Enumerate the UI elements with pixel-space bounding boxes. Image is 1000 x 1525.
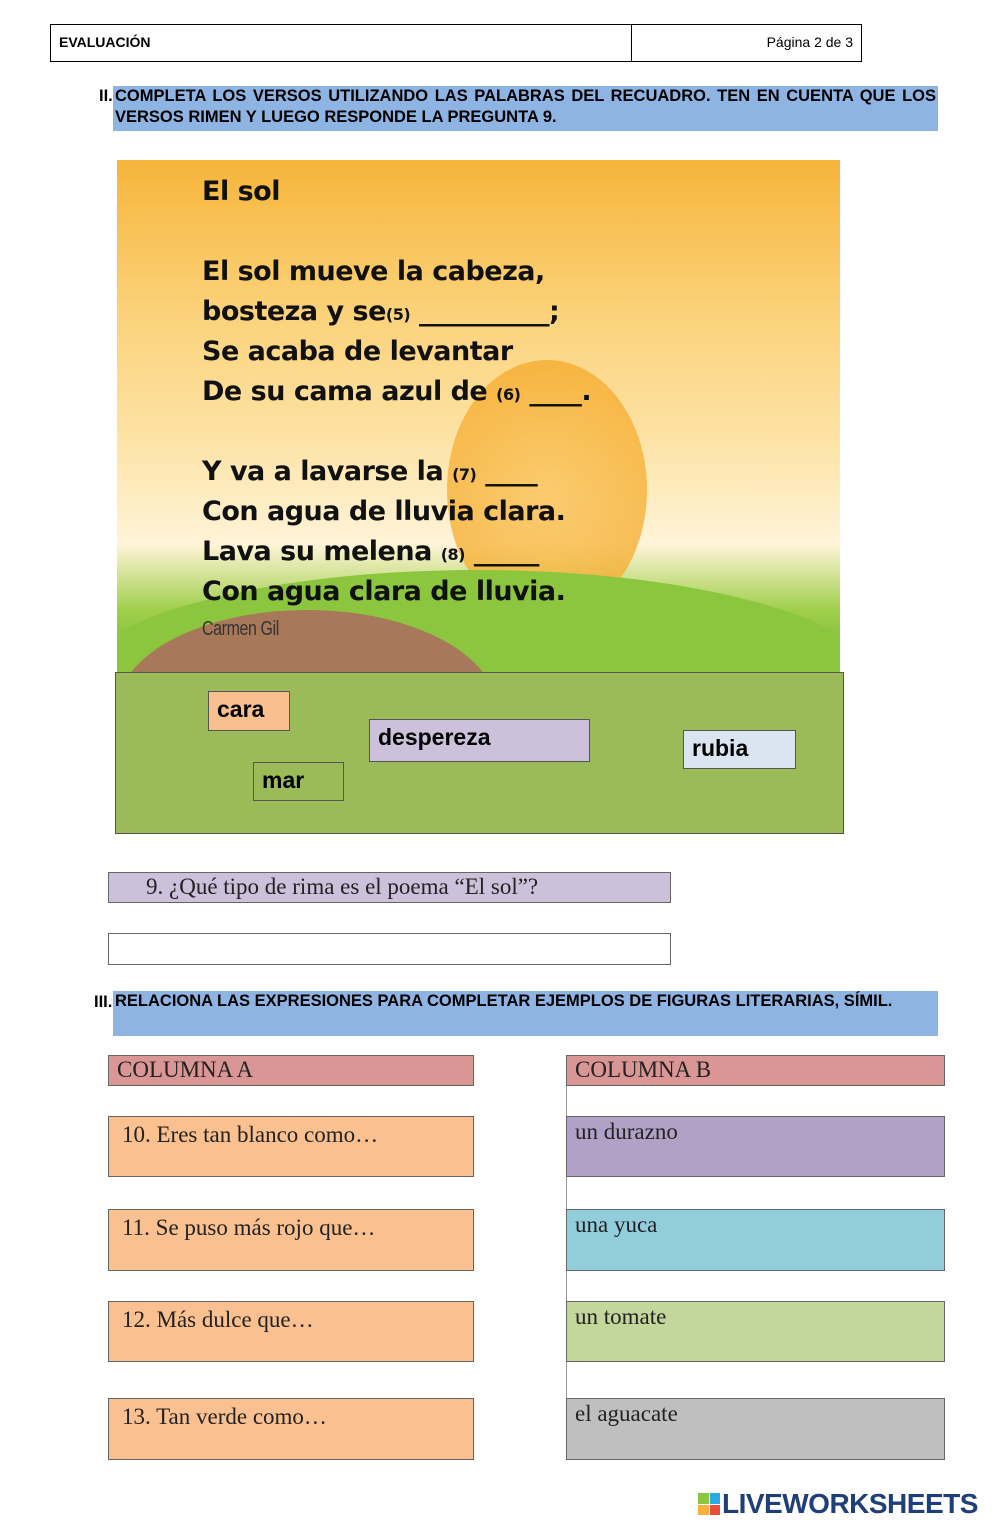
liveworksheets-logo-icon bbox=[698, 1493, 720, 1515]
section-3-instructions: RELACIONA LAS EXPRESIONES PARA COMPLETAR EJEMPLOS DE FIGURAS LITERARIAS, SÍMIL. bbox=[113, 991, 938, 1036]
column-b-item[interactable]: el aguacate bbox=[566, 1398, 945, 1460]
header-title: EVALUACIÓN bbox=[50, 24, 632, 62]
column-b-header: COLUMNA B bbox=[566, 1055, 945, 1086]
poem-line: bosteza y se(5) __________; bbox=[202, 296, 560, 327]
poem-author: Carmen Gil bbox=[202, 618, 279, 640]
section-3-number: III. bbox=[94, 993, 113, 1011]
column-a-item[interactable]: 12. Más dulce que… bbox=[108, 1301, 474, 1362]
poem-line: Lava su melena (8) _____ bbox=[202, 536, 539, 567]
poem-line: De su cama azul de (6) ____. bbox=[202, 376, 592, 407]
question-9-answer-input[interactable] bbox=[108, 933, 671, 965]
column-b-item[interactable]: un tomate bbox=[566, 1301, 945, 1362]
word-despereza[interactable]: despereza bbox=[369, 719, 590, 762]
page-number: Página 2 de 3 bbox=[631, 24, 862, 62]
column-a-item[interactable]: 13. Tan verde como… bbox=[108, 1398, 474, 1460]
word-cara[interactable]: cara bbox=[208, 691, 290, 731]
column-a-item[interactable]: 11. Se puso más rojo que… bbox=[108, 1209, 474, 1271]
question-9: 9. ¿Qué tipo de rima es el poema “El sol”? bbox=[108, 872, 671, 903]
liveworksheets-logo: LIVEWORKSHEETS bbox=[722, 1488, 978, 1519]
poem-line: Con agua de lluvia clara. bbox=[202, 496, 566, 527]
word-rubia[interactable]: rubia bbox=[683, 730, 796, 769]
section-2-instructions: COMPLETA LOS VERSOS UTILIZANDO LAS PALABRAS DEL RECUADRO. TEN EN CUENTA QUE LOS VERSOS RIMEN Y LUEGO RESPONDE LA PREGUNTA 9. bbox=[113, 86, 938, 131]
poem-title: El sol bbox=[202, 176, 280, 207]
poem-line: El sol mueve la cabeza, bbox=[202, 256, 545, 287]
column-a-header: COLUMNA A bbox=[108, 1055, 474, 1086]
poem-line: Se acaba de levantar bbox=[202, 336, 513, 367]
poem-line: Y va a lavarse la (7) ____ bbox=[202, 456, 538, 487]
poem-image bbox=[117, 160, 840, 672]
word-mar[interactable]: mar bbox=[253, 762, 344, 801]
poem-line: Con agua clara de lluvia. bbox=[202, 576, 566, 607]
section-2-number: II. bbox=[99, 87, 113, 105]
column-b-item[interactable]: un durazno bbox=[566, 1116, 945, 1177]
column-b-item[interactable]: una yuca bbox=[566, 1209, 945, 1271]
column-a-item[interactable]: 10. Eres tan blanco como… bbox=[108, 1116, 474, 1177]
